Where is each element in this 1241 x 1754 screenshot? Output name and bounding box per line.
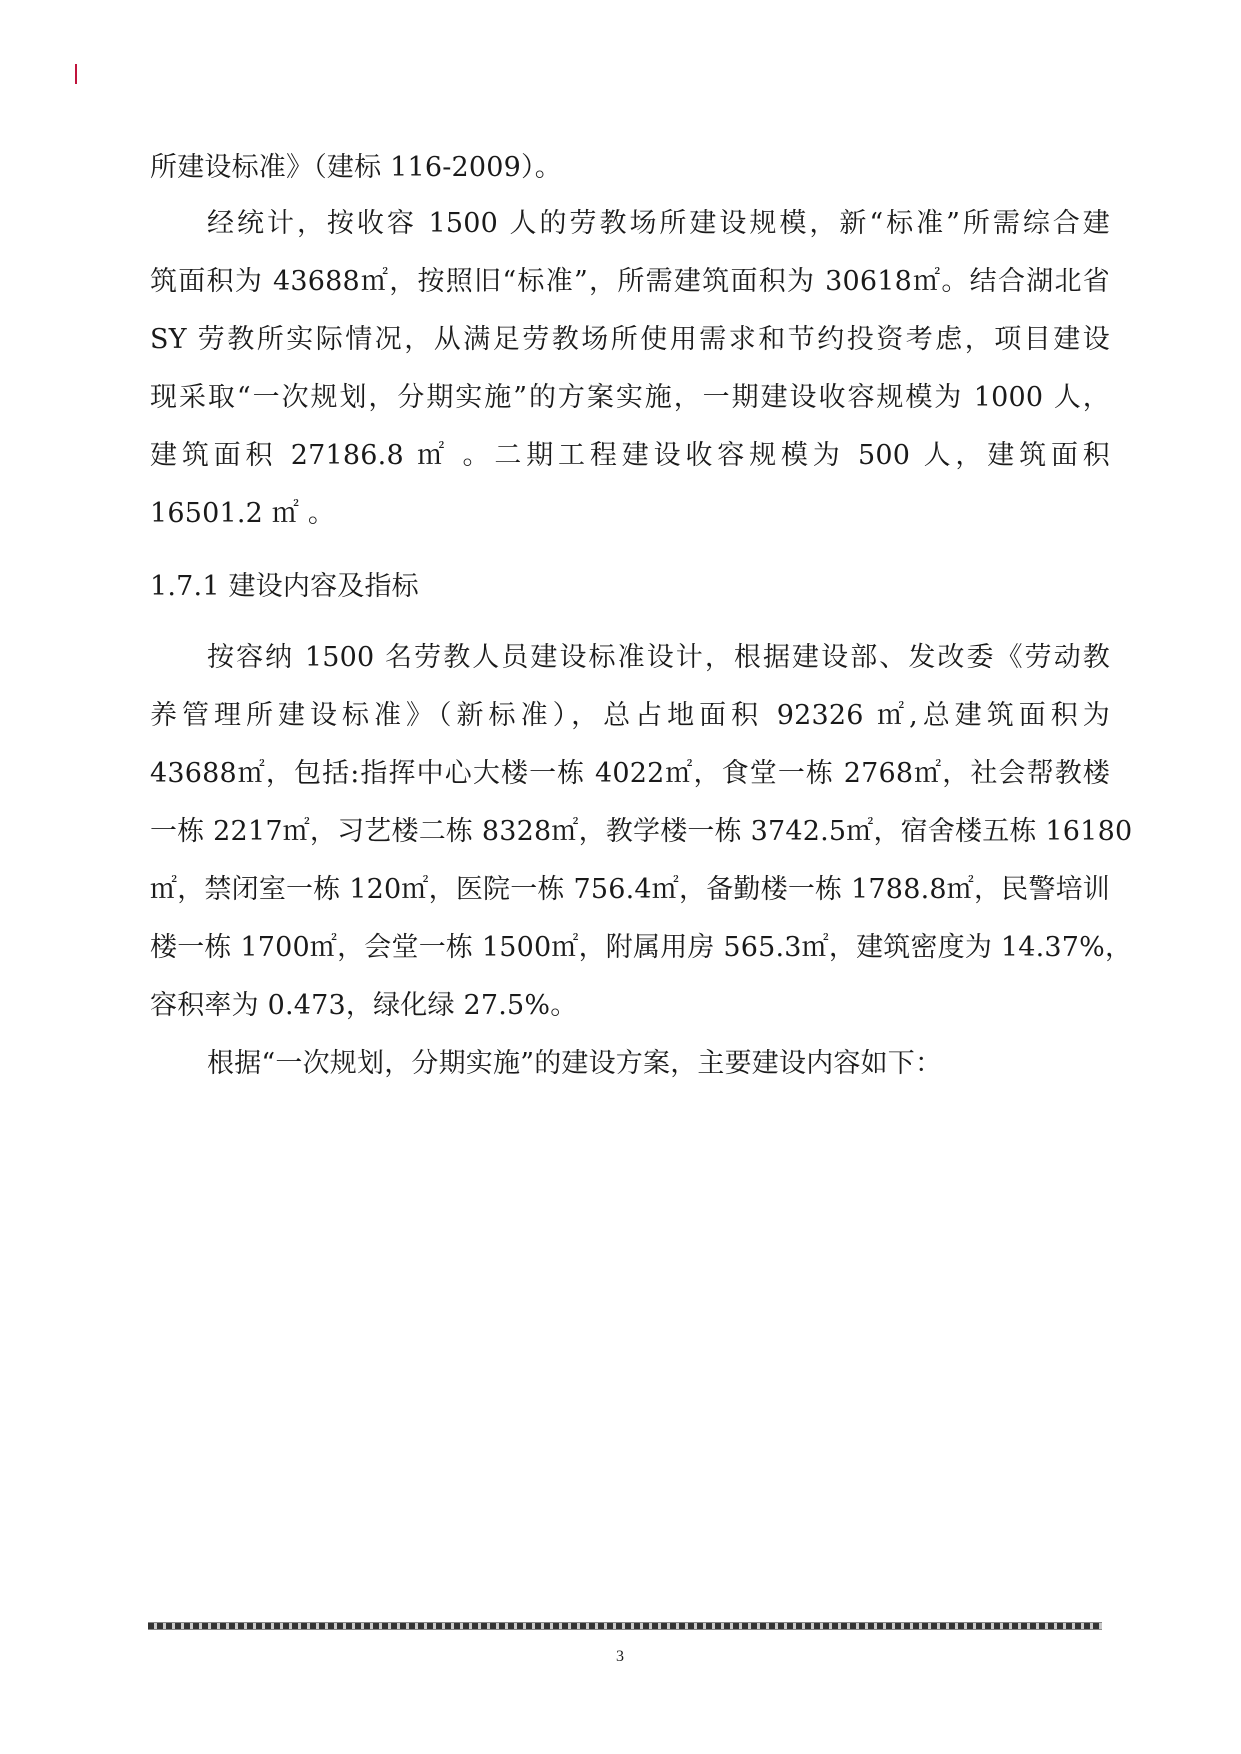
paragraph-line: 楼一栋 1700㎡，会堂一栋 1500㎡，附属用房 565.3㎡，建筑密度为 14.37%，: [150, 932, 1133, 963]
paragraph-line: 根据“一次规划，分期实施”的建设方案，主要建设内容如下：: [207, 1048, 943, 1079]
paragraph-line: ㎡，禁闭室一栋 120㎡，医院一栋 756.4㎡，备勤楼一栋 1788.8㎡，民警培训: [150, 874, 1110, 905]
paragraph-line: 现采取“一次规划，分期实施”的方案实施，一期建设收容规模为 1000 人，: [150, 382, 1110, 413]
footer-rule: [148, 1622, 1102, 1630]
paragraph-line: 经统计，按收容 1500 人的劳教场所建设规模，新“标准”所需综合建: [207, 208, 1110, 239]
paragraph-line: 16501.2 ㎡ 。: [150, 498, 336, 529]
paragraph-line: 所建设标准》（建标 116-2009）。: [150, 152, 562, 183]
paragraph-line: 筑面积为 43688㎡，按照旧“标准”，所需建筑面积为 30618㎡。结合湖北省: [150, 266, 1110, 297]
paragraph-line: SY 劳教所实际情况，从满足劳教场所使用需求和节约投资考虑，项目建设: [150, 324, 1110, 355]
paragraph-line: 建筑面积 27186.8 ㎡ 。二期工程建设收容规模为 500 人，建筑面积: [150, 440, 1110, 471]
section-heading: 1.7.1 建设内容及指标: [150, 571, 419, 602]
page-number: 3: [616, 1648, 624, 1665]
paragraph-line: 43688㎡，包括:指挥中心大楼一栋 4022㎡，食堂一栋 2768㎡，社会帮教楼: [150, 758, 1110, 789]
paragraph-line: 容积率为 0.473，绿化绿 27.5%。: [150, 990, 578, 1021]
paragraph-line: 养管理所建设标准》（新标准），总占地面积 92326 ㎡,总建筑面积为: [150, 700, 1110, 731]
margin-mark: [75, 64, 77, 84]
paragraph-line: 一栋 2217㎡，习艺楼二栋 8328㎡，教学楼一栋 3742.5㎡，宿舍楼五栋 16180: [150, 816, 1133, 847]
paragraph-line: 按容纳 1500 名劳教人员建设标准设计，根据建设部、发改委《劳动教: [207, 642, 1110, 673]
